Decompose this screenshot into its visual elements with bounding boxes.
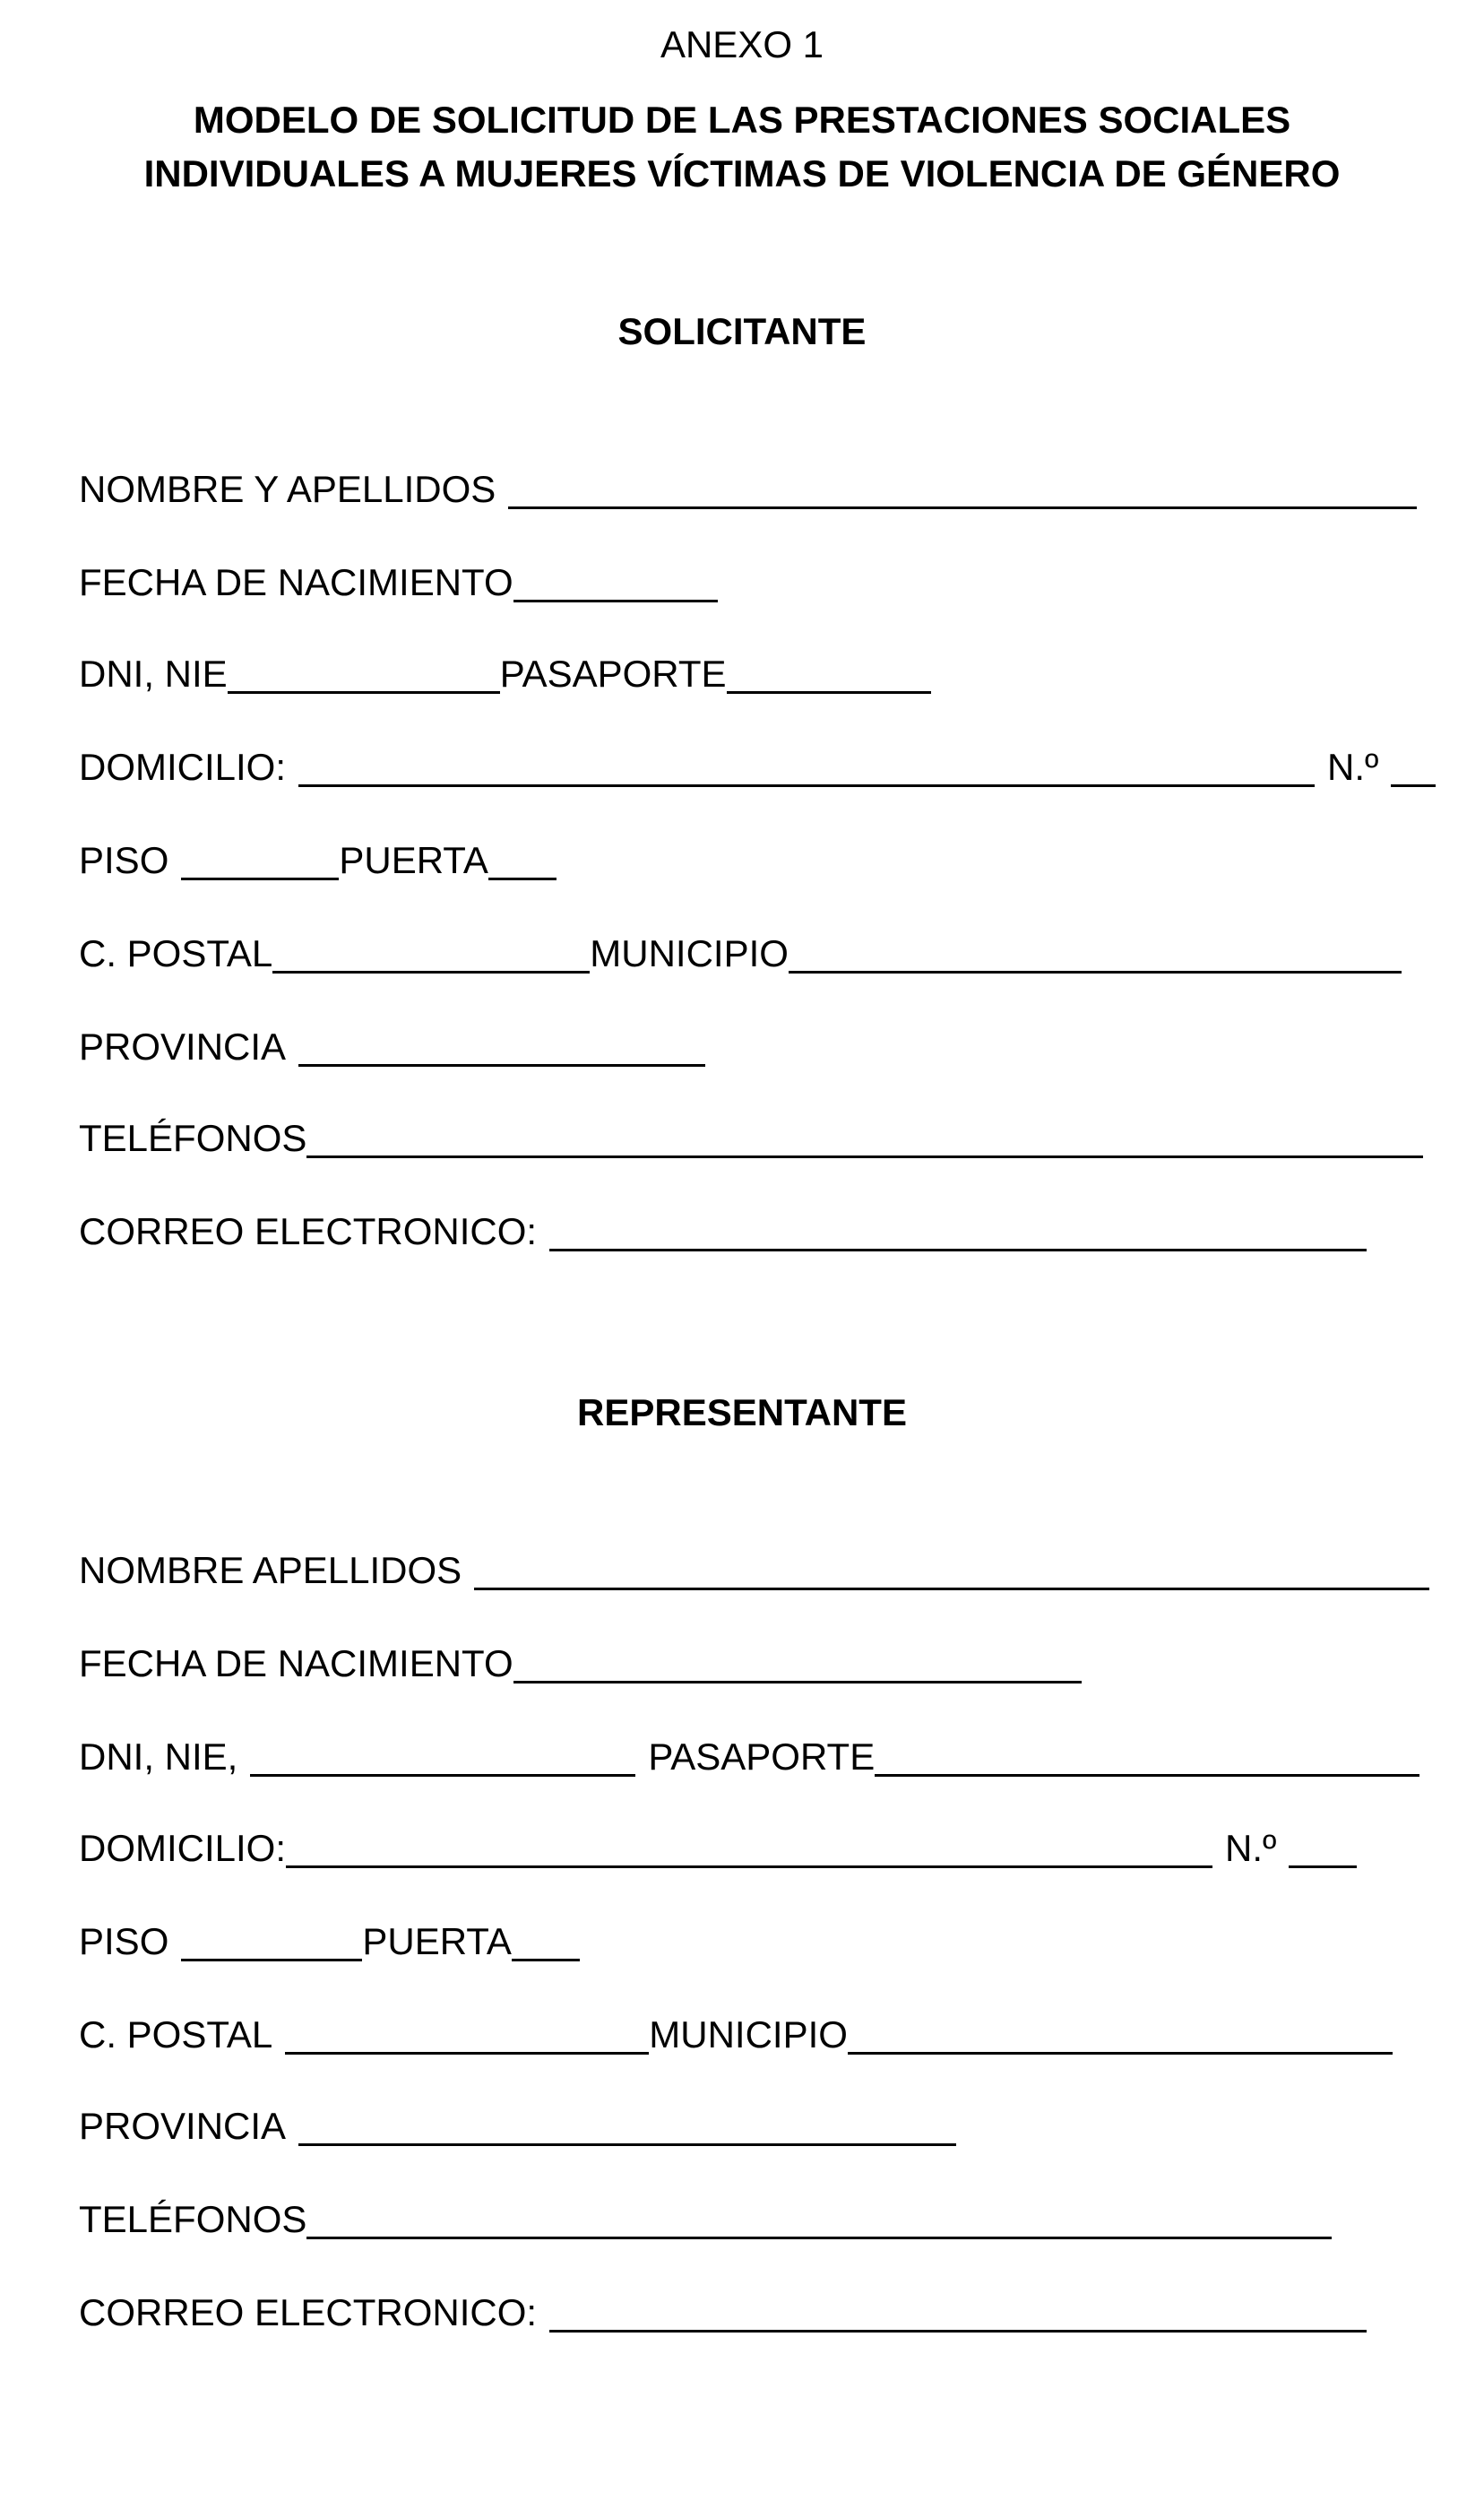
solicitante-heading: SOLICITANTE — [617, 310, 867, 352]
solicitante-puerta-input[interactable] — [488, 839, 556, 880]
solicitante-nombre-label: NOMBRE Y APELLIDOS — [79, 468, 496, 510]
representante-domicilio-label: DOMICILIO: — [79, 1827, 287, 1869]
representante-nombre-label: NOMBRE APELLIDOS — [79, 1549, 462, 1591]
solicitante-provincia-input[interactable] — [298, 1026, 705, 1067]
representante-correo-label: CORREO ELECTRONICO: — [79, 2291, 538, 2333]
solicitante-dni-row — [79, 644, 931, 697]
representante-municipio-input[interactable] — [848, 2013, 1393, 2055]
solicitante-telefonos-label: TELÉFONOS — [79, 1117, 307, 1159]
solicitante-piso-row — [79, 830, 556, 884]
solicitante-domicilio-row — [79, 737, 1436, 791]
solicitante-fecha-row — [79, 552, 718, 606]
representante-pasaporte-label: PASAPORTE — [648, 1735, 876, 1778]
document-title — [54, 93, 1430, 201]
solicitante-telefonos-input[interactable] — [306, 1117, 1423, 1158]
solicitante-correo-input[interactable] — [549, 1210, 1367, 1251]
solicitante-domicilio-label: DOMICILIO: — [79, 746, 287, 788]
solicitante-correo-row — [79, 1201, 1367, 1255]
representante-postal-input[interactable] — [285, 2013, 649, 2055]
solicitante-postal-input[interactable] — [272, 932, 590, 974]
representante-dni-row — [79, 1727, 1419, 1780]
representante-piso-label: PISO — [79, 1920, 169, 1962]
representante-fecha-input[interactable] — [513, 1642, 1082, 1683]
representante-postal-label: C. POSTAL — [79, 2013, 273, 2056]
solicitante-numero-label: N.º — [1327, 746, 1379, 788]
solicitante-fecha-input[interactable] — [513, 561, 718, 602]
representante-telefonos-label: TELÉFONOS — [79, 2198, 307, 2240]
solicitante-telefonos-row — [79, 1108, 1423, 1162]
representante-municipio-label: MUNICIPIO — [649, 2013, 848, 2056]
representante-domicilio-row — [79, 1818, 1357, 1872]
representante-nombre-row — [79, 1540, 1429, 1594]
solicitante-piso-input[interactable] — [181, 839, 339, 880]
representante-nombre-input[interactable] — [474, 1549, 1429, 1590]
solicitante-postal-label: C. POSTAL — [79, 932, 273, 974]
representante-numero-input[interactable] — [1289, 1827, 1357, 1868]
solicitante-provincia-row — [79, 1017, 705, 1070]
solicitante-municipio-input[interactable] — [789, 932, 1402, 974]
representante-puerta-label: PUERTA — [362, 1920, 512, 1962]
representante-provincia-input[interactable] — [298, 2105, 956, 2146]
representante-telefonos-row — [79, 2189, 1332, 2243]
solicitante-fecha-label: FECHA DE NACIMIENTO — [79, 561, 513, 603]
title-line-1: MODELO DE SOLICITUD DE LAS PRESTACIONES SOCIALES — [193, 99, 1291, 141]
representante-domicilio-input[interactable] — [286, 1827, 1212, 1868]
representante-correo-row — [79, 2282, 1367, 2336]
solicitante-nombre-row — [79, 459, 1417, 513]
solicitante-pasaporte-input[interactable] — [727, 653, 931, 694]
representante-puerta-input[interactable] — [512, 1920, 580, 1961]
solicitante-pasaporte-label: PASAPORTE — [499, 653, 727, 695]
representante-provincia-row — [79, 2096, 956, 2150]
solicitante-domicilio-input[interactable] — [298, 746, 1315, 787]
representante-fecha-row — [79, 1633, 1082, 1687]
representante-dni-input[interactable] — [250, 1735, 635, 1777]
annex-text: ANEXO 1 — [660, 23, 824, 65]
representante-numero-label: N.º — [1225, 1827, 1277, 1869]
title-line-2: INDIVIDUALES A MUJERES VÍCTIMAS DE VIOLENCIA DE GÉNERO — [143, 152, 1341, 195]
solicitante-nombre-input[interactable] — [508, 468, 1417, 509]
solicitante-correo-label: CORREO ELECTRONICO: — [79, 1210, 538, 1252]
representante-correo-input[interactable] — [549, 2291, 1367, 2333]
solicitante-dni-label: DNI, NIE — [79, 653, 228, 695]
representante-heading: REPRESENTANTE — [577, 1391, 907, 1433]
solicitante-numero-input[interactable] — [1391, 746, 1436, 787]
solicitante-dni-input[interactable] — [228, 653, 500, 694]
representante-pasaporte-input[interactable] — [875, 1735, 1419, 1777]
solicitante-piso-label: PISO — [79, 839, 169, 881]
solicitante-municipio-label: MUNICIPIO — [590, 932, 789, 974]
annex-label — [0, 20, 1484, 70]
representante-piso-row — [79, 1911, 580, 1965]
representante-dni-label: DNI, NIE, — [79, 1735, 238, 1778]
representante-fecha-label: FECHA DE NACIMIENTO — [79, 1642, 513, 1684]
representante-postal-row — [79, 2004, 1393, 2058]
representante-provincia-label: PROVINCIA — [79, 2105, 287, 2147]
solicitante-provincia-label: PROVINCIA — [79, 1026, 287, 1068]
representante-piso-input[interactable] — [181, 1920, 362, 1961]
representante-telefonos-input[interactable] — [306, 2198, 1332, 2239]
solicitante-postal-row — [79, 923, 1402, 977]
solicitante-puerta-label: PUERTA — [339, 839, 488, 881]
